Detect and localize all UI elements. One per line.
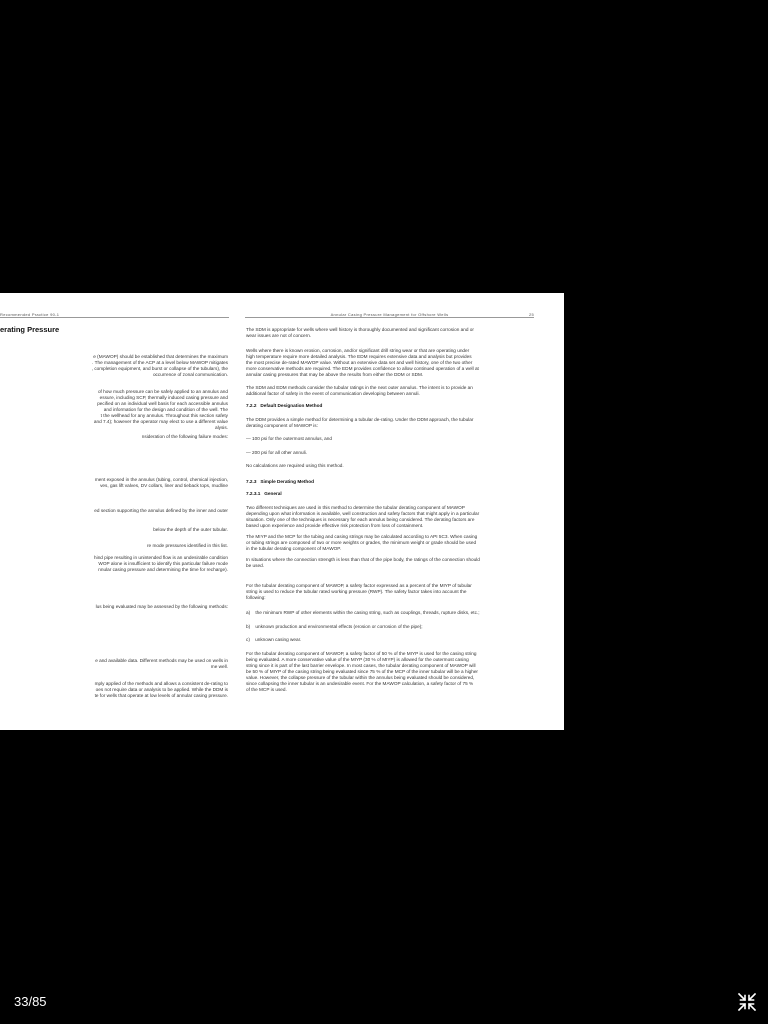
- text-line: — 200 psi for all other annuli.: [246, 450, 307, 455]
- text-line: of the MCP is used.: [246, 687, 287, 692]
- text-line: a) the minimum RWP of other elements within the casing string, such as couplings, threads, rupture disks, etc.;: [246, 610, 480, 615]
- text-line: WOP alone is insufficient to identify this particular failure mode: [98, 561, 228, 566]
- paragraph: [246, 505, 479, 529]
- running-header: Recommended Practice 90-1: [0, 312, 60, 317]
- text-line: annular casing pressures that may be above the results from either the DDM or SDM.: [246, 372, 424, 377]
- text-line: ed section supporting the annulus defined by the inner and outer: [94, 508, 228, 513]
- paragraph: [246, 450, 307, 456]
- text-line: of how much pressure can be safely applied to an annulus and: [97, 389, 228, 394]
- page-number: 25: [528, 312, 534, 317]
- text-line: me well.: [210, 664, 228, 669]
- paragraph: [147, 543, 228, 549]
- text-line: t the wellhead for any annulus. Throughout this section safety: [100, 413, 228, 418]
- paragraph: [95, 658, 228, 670]
- text-line: . The management of the ACP at a level below MAWOP mitigates: [92, 360, 228, 365]
- paragraph: [95, 477, 228, 489]
- text-line: be used.: [246, 563, 264, 568]
- header-rule: [245, 317, 534, 318]
- paragraph: [246, 534, 477, 552]
- subsection-heading: 7.2.3 Simple Derating Method: [246, 479, 314, 484]
- text-line: string is used to reduce the tubular rated working pressure (RWP). The safety factor takes into account the: [246, 589, 467, 594]
- text-line: wear issues are not of concern.: [246, 333, 312, 338]
- text-line: For the tubular derating component of MAWOP, a safety factor of 50 % of the MIYP is used for the casing string: [246, 651, 477, 656]
- text-line: c) unknown casing wear.: [246, 637, 302, 642]
- text-line: since collapsing the inner tubular is an undesirable event. For the MAWOP calculation, a safety factor of 75 %: [246, 681, 474, 686]
- text-line: — 100 psi for the outermost annulus, and: [246, 436, 332, 441]
- text-line: oes not require data or analysis to be applied. While the DDM is: [95, 687, 228, 692]
- text-line: hind pipe resulting in unintended flow is an undesirable condition: [94, 555, 228, 560]
- text-line: , completion equipment, and burst or collapse of the tubulars), the: [91, 366, 228, 371]
- text-line: e (MAWOP) should be established that determines the maximum: [93, 354, 228, 359]
- exit-fullscreen-button[interactable]: [736, 991, 758, 1013]
- subsection-heading: 7.2.2 Default Designation Method: [246, 403, 323, 408]
- text-line: Two different techniques are used in this method to determine the tubular derating component of MAWOP: [246, 505, 465, 510]
- text-line: e and available data. Different methods may be used on wells in: [95, 658, 228, 663]
- paragraph: [246, 557, 480, 569]
- text-line: In situations where the connection strength is less than that of the pipe body, the ratings of the connection should: [246, 557, 480, 562]
- text-line: in the tubular derating component of MAWOP.: [246, 546, 342, 551]
- text-line: ves, gas lift valves, DV collars, liner and tieback tops, mudline: [100, 483, 228, 488]
- text-line: depending upon what information is available, well construction and safety factors that might apply in a particular: [246, 511, 480, 516]
- paragraph: [246, 624, 423, 630]
- paragraph: [246, 610, 480, 616]
- paragraph: [94, 555, 228, 573]
- paragraph: [96, 604, 228, 610]
- text-line: b) unknown production and environmental effects (erosion or corrosion of the pipe);: [246, 624, 423, 629]
- text-line: The SDM is appropriate for wells where well history is thoroughly documented and significant corrosion and or: [246, 327, 474, 332]
- paragraph: [246, 417, 473, 429]
- text-line: based upon experience and provide effective risk protection from loss of containment.: [246, 523, 424, 528]
- paragraph: [246, 436, 332, 442]
- text-line: re mode pressures identified in this list.: [146, 543, 228, 548]
- text-line: derating component of MAWOP is:: [246, 423, 318, 428]
- header-rule: [0, 317, 229, 318]
- text-line: lus being evaluated may be assessed by the following methods:: [95, 604, 228, 609]
- text-line: pecified on an individual well basis for each accessible annulus: [97, 401, 228, 406]
- text-line: value. However, the collapse pressure of the tubular within the annulus being evaluated should be considered,: [246, 675, 475, 680]
- paragraph: [94, 508, 228, 514]
- text-line: mply applied of the methods and allows a consistent de-rating to: [94, 681, 228, 686]
- text-line: string since it is part of the last barrier envelope. In most cases, the tubular derating component of MAWOP will: [246, 663, 476, 668]
- subsection-heading: 7.2.3.1 General: [246, 491, 282, 496]
- text-line: occurrence of zonal communication.: [152, 372, 228, 377]
- paragraph: [246, 651, 478, 693]
- text-line: and information for the design and condition of the well. The: [103, 407, 228, 412]
- text-line: No calculations are required using this method.: [246, 463, 344, 468]
- text-line: be 50 % of MIYP of the casing string being evaluated since 75 % of the MCP of the inner tubular will be a higher: [246, 669, 478, 674]
- paragraph: [246, 637, 301, 643]
- text-line: high temperature require more detailed analysis. The EDM requires extensive data and analysis but provides: [246, 354, 472, 359]
- paragraph: [246, 463, 344, 469]
- text-line: For the tubular derating component of MAWOP, a safety factor expressed as a percent of the MIYP of tubular: [246, 583, 472, 588]
- text-line: ment exposed in the annulus (tubing, control, chemical injection,: [94, 477, 228, 482]
- text-line: The DDM provides a simple method for determining a tubular de-rating. Under the DDM approach, the tubular: [246, 417, 474, 422]
- paragraph: [95, 681, 228, 699]
- text-line: additional factor of safety in the event of communication developing between annuli.: [246, 391, 420, 396]
- page-counter: 33/85: [14, 994, 47, 1009]
- text-line: The MIYP and the MCP for the tubing and casing strings may be calculated according to API 5C3. When casing: [246, 534, 478, 539]
- section-title: erating Pressure: [0, 325, 60, 334]
- text-line: below the depth of the outer tubular.: [153, 527, 228, 532]
- text-line: nnular casing pressure and determining the time for recharge).: [98, 567, 228, 572]
- paragraph: [94, 389, 228, 431]
- paragraph: [142, 434, 228, 440]
- text-line: or tubing strings are composed of two or more weights or grades, the minimum weight or grade should be used: [246, 540, 477, 545]
- text-line: situation. Only one of the techniques is necessary for each annulus being considered. The derating factors are: [246, 517, 475, 522]
- paragraph: [92, 354, 228, 378]
- text-line: nsideration of the following failure modes:: [141, 434, 228, 439]
- paragraph: [246, 327, 474, 339]
- text-line: alysis.: [214, 425, 228, 430]
- left-page: [0, 293, 229, 730]
- text-line: being evaluated. A more conservative value of the MIYP (30 % of MIYP) is allowed for the outermost casing: [246, 657, 469, 662]
- paragraph: [246, 583, 472, 601]
- collapse-fullscreen-icon: [736, 991, 758, 1013]
- text-line: and 7.4); however the operator may elect to use a different value: [93, 419, 228, 424]
- paragraph: [153, 527, 228, 533]
- text-line: essure, including SCP, thermally induced casing pressure and: [99, 395, 228, 400]
- paragraph: [246, 385, 473, 397]
- text-line: more conservative methods are required. The EDM provides confidence to allow continued operation of a well at: [246, 366, 479, 371]
- paragraph: [246, 348, 479, 378]
- text-line: The SDM and EDM methods consider the tubular ratings in the next outer annulus. The intent is to provide an: [246, 385, 473, 390]
- right-page: [245, 293, 534, 730]
- running-header: Annular Casing Pressure Management for Offshore Wells: [330, 312, 449, 317]
- text-line: Wells where there is known erosion, corrosion, and/or significant drill string wear or that are operating under: [246, 348, 470, 353]
- text-line: te for wells that operate at low levels of annular casing pressure.: [94, 693, 228, 698]
- text-line: the most precise de-rated MAWOP value. Without an extensive data set and well history, one of the two other: [246, 360, 473, 365]
- text-line: following:: [246, 595, 266, 600]
- document-page-spread[interactable]: [0, 293, 564, 730]
